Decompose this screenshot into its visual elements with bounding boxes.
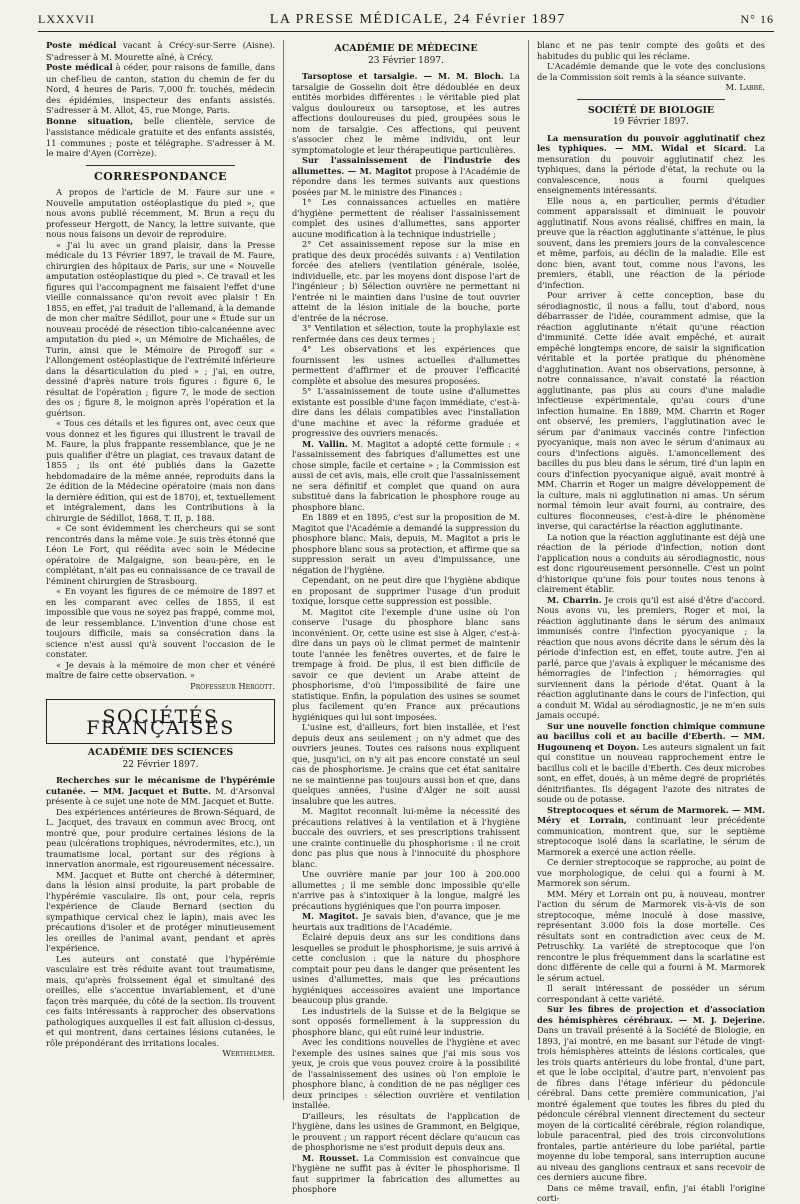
medecine-paragraph-text: M. Magitot a adopté cette formule : « l'assainissement des fabriques d'allumettes est une chose simple, facile et certaine » ; la Commission est aussi de cet avis, mais, elle croit que l'assainissement ne sera définitif et complet que quand on aura substitué dans la fabrication le phosphore rouge au phosphore blanc. <box>292 438 521 512</box>
medecine-paragraph <box>292 239 520 323</box>
societes-francaises-banner <box>46 699 275 744</box>
column-right <box>528 40 773 1203</box>
biologie-paragraph-text: Je crois qu'il est aisé d'être d'accord. Nous avons vu, les premiers, Roger et moi, la réaction agglutinante dans le sérum des animaux immunisés contre l'infection pyocyanique ; la réaction que nous avons décrite dans le sérum dès la période d'infection est, en effet, toute autre. J'en ai parlé, parce que j'avais à expliquer le mécanisme des hémorragies de l'infection ; hémorragies qui surviennent dans la période d'état. Quant à la réaction agglutinante dans le cours de l'infection, qui a conduit M. Widal au sérodiagnostic, je ne m'en suis jamais occupé. <box>537 594 765 720</box>
classified-ad-text: belle clientèle, service de l'assistance médicale gratuite et des enfants assistés, 11 communes ; poste et télégraphe. S'adresser à M. le maire d'Ayen (Corrèze). <box>46 115 275 158</box>
biologie-paragraph <box>537 805 765 858</box>
medecine-paragraph-text: propose à l'Académie de répondre dans les termes suivants aux questions posées par M. le ministre des Finances : <box>292 165 520 197</box>
correspondance-signature: Professeur Hergott. <box>190 680 275 691</box>
academie-medecine-title: ACADÉMIE DE MÉDECINE <box>334 43 478 54</box>
biologie-paragraph <box>537 1183 765 1204</box>
medecine-paragraph-text: M. Magitot cite l'exemple d'une usine où l'on conserve l'usage du phosphore blanc sans inconvénient. Or, cette usine est sise à Alger, c'est-à-dire dans un pays où le climat permet de maintenir toute l'année les fenêtres ouvertes, et de faire le trempage à froid. De plus, il est bien difficile de savoir ce que devient un Arabe atteint de phosphorisme, d'où l'impossibilité de faire une statistique. Enfin, la population des usines se soumet plus facilement qu'en France aux précautions hygiéniques qui lui sont imposées. <box>292 606 520 722</box>
medecine-paragraph <box>292 722 520 806</box>
medecine-paragraph-text: La Commission est convaincue que l'hygiène ne suffit pas à éviter le phosphorisme. Il faut supprimer la fabrication des allumettes au phosphore <box>292 1152 521 1194</box>
correspondance-title: CORRESPONDANCE <box>93 169 228 183</box>
medecine-paragraph-text: 5° L'assainissement de toute usine d'allumettes existante est possible d'une façon immédiate, c'est-à-dire dans les délais compatibles avec l'installation d'une machine et avec la réforme graduée et progressive des ouvriers menacés. <box>292 386 520 438</box>
medecine-paragraph <box>292 512 520 575</box>
sciences-signature: Werthelmer. <box>222 1048 275 1058</box>
biologie-paragraph-lead: Sur une nouvelle fonction chimique commune au bacillus coli et au bacille d'Eberth. — MM. Hugounenq et Doyon. <box>537 720 765 752</box>
medecine-paragraph-text: En 1889 et en 1895, c'est sur la proposition de M. Magitot que l'Académie a demandé la suppression du phosphore blanc. Mais, depuis, M. Magitot a pris le phosphore blanc sous sa protection, et affirme que sa suppression serait un aveu d'impuissance, une négation de l'hygiène. <box>292 512 520 575</box>
medecine-paragraph <box>292 323 520 344</box>
classified-ad-lead: Bonne situation, <box>46 116 134 127</box>
medecine-paragraph-text: Je savais bien, d'avance, que je me heurtais aux traditions de l'Académie. <box>292 911 520 932</box>
medecine-paragraph-text: 2° Cet assainissement repose sur la mise en pratique des deux procédés suivants : a) Ventilation forcée des ateliers (ventilation générale, isolée, individuelle, etc. par les moyens dont dispose l'art de l'ingénieur ; b) Sélection ouvrière ne permettant ni l'entrée ni le maintien dans l'usine de tout ouvrier atteint de la lésion initiale de la bouche, porte d'entrée de la nécrose. <box>292 239 520 323</box>
academie-medecine-date: 23 Février 1897. <box>368 55 444 66</box>
classified-ad-lead: Poste médical <box>46 63 113 73</box>
biologie-paragraph-text: La mensuration du pouvoir agglutinatif chez les typhiques, dans la période d'état, la rechute ou la convalescence, nous a fourni quelques enseignements intéressants. <box>537 143 766 195</box>
medecine-paragraph-lead: M. Vallin. <box>302 438 348 449</box>
correspondance-paragraph: « En voyant les figures de ce mémoire de 1897 et en les comparant avec celles de 1855, il est impossible que vous ne soyez pas frappé, comme moi, de leur ressemblance. L'invention d'une chose est toujours difficile, mais sa consécration dans la science n'est aussi qu'à souvent l'occasion de le constater. <box>46 586 275 659</box>
medecine-paragraph <box>292 1006 520 1038</box>
medecine-paragraph-text: La tarsalgie de Gosselin doit être dédoublée en deux entités morbides différentes : le véritable pied plat valgus douloureux ou tarsoptose, et les autres affections douloureuses du pied, groupées sous le nom de tarsalgie. Ces affections, qui peuvent s'associer chez le même individu, ont leur symptomatologie et leur thérapeutique particulières. <box>292 71 521 155</box>
biologie-paragraph <box>537 983 765 1004</box>
medecine-paragraph-lead: M. Rousset. <box>302 1152 359 1163</box>
biologie-paragraph-text: Dans un travail présenté à la Société de Biologie, en 1893, j'ai montré, en me basant sur l'étude de vingt-trois hémisphères atteints de lésions corticales, que les trois quarts antérieurs du lobe frontal, d'une part, et que le lobe occipital, d'autre part, n'envoient pas de fibres dans l'étage inférieur du pédoncule cérébral. Dans cette première communication, j'ai montré également que toutes les fibres du pied du pédoncule cérébral viennent directement du secteur moyen de la corticalité cérébrale, région rolandique, lobule paracentral, pied des trois circonvolutions frontales, partie antérieure du lobe pariétal, partie moyenne du lobe temporal, sans interruption aucune au niveau des ganglions centraux et sans recevoir de ces derniers aucune fibre. <box>537 1025 765 1182</box>
biologie-paragraph <box>537 857 765 889</box>
medecine-paragraph-text: 3° Ventilation et sélection, toute la prophylaxie est renfermée dans ces deux termes ; <box>292 323 520 344</box>
sciences-paragraph-text: Les auteurs ont constaté que l'hypérémie vasculaire est très réduite avant tout traumatisme, mais, qu'après froissement égal et simultané des oreilles, elle s'accentue invariablement, et d'une façon très marquée, du côté de la section. Ils trouvent ces faits intéressants à rapprocher des observations pathologiques auxquelles il est fait allusion ci-dessus, et qui montrent, dans certaines lésions cutanées, le rôle prépondérant des irritations locales. <box>46 953 275 1048</box>
sciences-paragraph <box>46 807 275 870</box>
medecine-paragraph <box>292 1111 520 1153</box>
sciences-paragraph-text: M. d'Arsonval présente à ce sujet une note de MM. Jacquet et Butte. <box>46 785 275 806</box>
medecine-paragraph <box>292 869 520 911</box>
sciences-paragraph-text: MM. Jacquet et Butte ont cherché à déterminer, dans la lésion ainsi produite, la part probable de l'hypérémie vasculaire. Ils ont, pour cela, repris l'expérience de Claude Bernard (section du sympathique cervical chez le lapin), mais avec les précautions d'isoler et de protéger minutieusement les oreilles de l'animal avant, pendant et après l'expérience. <box>46 869 275 953</box>
sciences-paragraph-lead: Recherches sur le mécanisme de l'hypérémie cutanée. — MM. Jacquet et Butte. <box>46 775 275 796</box>
societe-biologie-date: 19 Février 1897. <box>613 117 689 127</box>
page-number-roman: LXXXVII <box>38 12 95 26</box>
classified-ad-text: vacant à Crécy-sur-Serre (Aisne). S'adresser à M. Mourette aîné, à Crécy. <box>46 40 275 62</box>
medecine-paragraph-text: 4° Les observations et les expériences que fournissent les usines actuelles d'allumettes permettent d'affirmer et de prouver l'efficacité complète et absolue des mesures proposées. <box>292 344 520 386</box>
classified-ad <box>46 62 275 116</box>
classified-ad-lead: Poste médical <box>46 41 117 51</box>
column-left <box>38 40 283 1100</box>
biologie-paragraph <box>537 595 765 721</box>
medecine-paragraph-lead: Tarsoptose et tarsalgie. — M. M. Bloch. <box>302 71 504 81</box>
medecine-paragraph <box>292 71 520 155</box>
classified-ad <box>46 40 275 62</box>
biologie-paragraph-text: Pour arriver à cette conception, base du sérodiagnostic, il nous a fallu, tout d'abord, nous débarrasser de l'idée, couramment admise, que la réaction agglutinante n'était qu'une réaction d'immunité. Cette idée avait empêché, et aurait empêché longtemps encore, de saisir la signification véritable et la portée pratique du phénomène d'agglutination. Avant nos observations, personne, à notre connaissance, n'avait constaté la réaction agglutinante, pas plus au cours d'une maladie infectieuse expérimentale, qu'au cours d'une infection humaine. En 1889, MM. Charrin et Roger ont observé, les premiers, l'agglutination avec le sérum par d'animaux vaccinés contre l'infection pyocyanique, mais non avec le sérum d'animaux au cours d'infections aiguës. L'amoncellement des bacilles du pus bleu dans le sérum, tiré d'un lapin en cours d'infection pyocyanique aiguë, avait montré à MM. Charrin et Roger un maigre développement de la culture, mais ni agglutination ni amas. Un sérum normal témoin leur avait fourni, au contraire, des cultures floconneuses, c'est-à-dire le phénomène inverse, qui caractérise la réaction agglutinante. <box>537 290 765 531</box>
biologie-paragraph <box>537 889 765 984</box>
medecine-paragraph-text: Les industriels de la Suisse et de la Belgique se sont opposés formellement à la suppression du phosphore blanc, qui eût ruiné leur industrie. <box>292 1005 520 1037</box>
medecine-paragraph-text: Cependant, on ne peut dire que l'hygiène abdique en proposant de supprimer l'usage d'un produit toxique, lorsque cette suppression est possible. <box>292 575 520 606</box>
continued-text: blanc et ne pas tenir compte des goûts et des habitudes du public qui les réclame. <box>537 40 765 61</box>
sciences-paragraph <box>46 954 275 1049</box>
biologie-paragraph-text: Il serait intéressant de posséder un sérum correspondant à cette variété. <box>537 983 765 1004</box>
medecine-paragraph-text: 1° Les connaissances actuelles en matière d'hygiène permettent de réaliser l'assainissement complet des usines d'allumettes, sans apporter aucune modification à la technique industrielle ; <box>292 197 520 239</box>
medecine-paragraph <box>292 607 520 723</box>
academie-sciences-title: ACADÉMIE DES SCIENCES <box>87 747 234 758</box>
biologie-paragraph <box>537 290 765 532</box>
medecine-paragraph <box>292 575 520 607</box>
biologie-paragraph-lead: La mensuration du pouvoir agglutinatif chez les typhiques. — MM. Widal et Sicard. <box>537 132 765 153</box>
biologie-paragraph <box>537 721 765 805</box>
vote-signature: M. Labbé. <box>725 82 765 92</box>
biologie-paragraph-text: Ce dernier streptocoque se rapproche, au point de vue morphologique, de celui qui a fourni à M. Marmorek son sérum. <box>537 857 765 888</box>
biologie-paragraph-lead: Sur les fibres de projection et d'association des hémisphères cérébraux. — M. J. Dejerine. <box>537 1004 765 1025</box>
biologie-paragraph <box>537 133 765 196</box>
medecine-paragraph <box>292 344 520 386</box>
medecine-paragraph-lead: Sur l'assainissement de l'industrie des allumettes. — M. Magitot <box>292 155 520 176</box>
medecine-paragraph <box>292 1037 520 1111</box>
biologie-paragraph-text: Les auteurs signalent un fait qui constitue un nouveau rapprochement entre le bacillus coli et le bacille d'Eberth. Ces deux microbes sont, en effet, doués, à un même degré de propriétés dénitrifiantes. Ils dégagent l'azote des nitrates de soude ou de potasse. <box>537 741 765 804</box>
correspondance-paragraph: « Je devais à la mémoire de mon cher et vénéré maître de faire cette observation. » <box>46 659 275 680</box>
biologie-paragraph-text: La notion que la réaction agglutinante est déjà une réaction de la période d'infection, notion dont l'application nous a conduits au sérodiagnostic, nous est donc rigoureusement personnelle. C'est un point d'historique qu'une fois pour toutes nous tenons à clairement établir. <box>537 531 765 594</box>
correspondance-paragraph: « Tous ces détails et les figures ont, avec ceux que vous donnez et les figures qui illustrent le travail de M. Faure, la plus frappante ressemblance, que je ne puis qualifier d'être un plagiat, ces travaux datant de 1855 ; ils ont été publiés dans la Gazette hebdomadaire de la même année, reproduits dans la 2e édition de la Médecine opératoire (mais non dans la dernière édition, qui est de 1870), et, textuellement et intégralement, dans les Contributions à la chirurgie de Sédillot, 1868, T. II, p. 188. <box>46 418 275 523</box>
biologie-paragraph-text: Elle nous a, en particulier, permis d'étudier comment apparaissait et diminuait le pouvoir agglutinatif. Nous avons réalisé, chiffres en main, la preuve que la réaction agglutinante s'atténue, le plus souvent, dans les premiers jours de la convalescence et même, parfois, au déclin de la maladie. Elle est donc bien, avant tout, comme nous l'avons, les premiers, établi, une réaction de la période d'infection. <box>537 195 765 290</box>
biologie-paragraph <box>537 1004 765 1183</box>
biologie-paragraph <box>537 532 765 595</box>
biologie-paragraph-text: continuant leur précédente communication, montrent que, sur le septième streptocoque isolé dans la scarlatine, le sérum de Marmorek a exercé une action réelle. <box>537 815 765 857</box>
medecine-paragraph-text: M. Magitot reconnaît lui-même la nécessité des précautions relatives à la ventilation et à l'hygiène buccale des ouvriers, et ses prescriptions trahissent une crainte continuelle du phosphorisme : il ne croit donc pas plus que nous à l'innocuité du phosphore blanc. <box>292 806 520 869</box>
medecine-paragraph <box>292 439 520 513</box>
medecine-paragraph-text: Une ouvrière manie par jour 100 à 200.000 allumettes ; il me semble donc impossible qu'elle n'arrive pas à s'intoxiquer à la longue, malgré les précautions hygiéniques que l'on pourra imposer. <box>292 869 520 911</box>
medecine-paragraph-text: Avec les conditions nouvelles de l'hygiène et avec l'exemple des usines saines que j'ai mis sous vos yeux, je crois que vous pouvez croire à la possibilité de l'assainissement des usines où l'on emploie le phosphore blanc, à condition de ne pas négliger ces deux principes : sélection ouvrière et ventilation installée. <box>292 1037 520 1110</box>
classified-ad <box>46 116 275 159</box>
biologie-paragraph <box>537 196 765 291</box>
correspondance-paragraph: « J'ai lu avec un grand plaisir, dans la Presse médicale du 13 Février 1897, le travail de M. Faure, chirurgien des hôpitaux de Paris, sur une « Nouvelle amputation ostéoplastique du pied ». Ce travail et les figures qui l'accompagnent me faisaient l'effet d'une vieille connaissance qu'on revoit avec plaisir ! En 1855, en effet, j'ai traduit de l'allemand, à la demande de mon cher maître Sédillot, pour une « Étude sur un nouveau procédé de résection tibio-calcanéenne avec amputation du pied », un Mémoire de Michaëles, de Turin, ainsi que le Mémoire de Pirogoff sur « l'Allongement ostéoplastique de l'extrémité inférieure dans la désarticulation du pied » ; j'ai, en outre, dessiné d'après nature trois figures : figure 6, le résultat de l'opération ; figure 7, le mode de section des os ; figure 8, le moignon après l'opération et la guérison. <box>46 239 275 418</box>
medecine-paragraph-lead: M. Magitot. <box>302 911 359 921</box>
medecine-paragraph <box>292 932 520 1006</box>
correspondance-paragraph: « Ce sont évidemment les chercheurs qui se sont rencontrés dans la même voie. Je suis très étonné que Léon Le Fort, qui réédita avec soin le Médecine opératoire de Malgaigne, son beau-père, en le complétant, n'ait pas eu connaissance de ce travail de l'éminent chirurgien de Strasbourg. <box>46 523 275 586</box>
medecine-paragraph <box>292 386 520 439</box>
medecine-paragraph <box>292 806 520 869</box>
sciences-paragraph <box>46 775 275 807</box>
medecine-paragraph <box>292 197 520 239</box>
academie-sciences-date: 22 Février 1897. <box>122 759 199 770</box>
column-middle <box>283 40 528 1194</box>
sciences-paragraph-text: Des expériences antérieures de Brown-Séquard, de L. Jacquet, des travaux en commun avec Brocq, ont montré que, pour produire certaines lésions de la peau (ulcérations trophiques, névrodermites, etc.), un traumatisme local, portant sur des régions à innervation anormale, est rigoureusement nécessaire. <box>46 806 275 869</box>
biologie-paragraph-lead: M. Charrin. <box>547 594 602 605</box>
biologie-paragraph-text: MM. Méry et Lorrain ont pu, à nouveau, montrer l'action du sérum de Marmorek vis-à-vis de son streptocoque, même inoculé à dose massive, représentant 3.000 fois la dose mortelle. Ces résultats sont en contradiction avec ceux de M. Petruschky. La variété de streptocoque que l'on rencontre le plus fréquemment dans la scarlatine est donc différente de celle qui a fourni à M. Marmorek le sérum actuel. <box>537 888 765 983</box>
medecine-paragraph <box>292 1153 520 1195</box>
sciences-paragraph <box>46 870 275 954</box>
running-head <box>38 12 774 32</box>
correspondance-paragraph: A propos de l'article de M. Faure sur une « Nouvelle amputation ostéoplastique du pied », que nous avons publié récemment, M. Brun a reçu du professeur Hergott, de Nancy, la lettre suivante, que nous nous faisons un devoir de reproduire. <box>46 187 275 239</box>
medecine-paragraph-text: Éclairé depuis deux ans sur les conditions dans lesquelles se produit le phosphorisme, je suis arrivé à cette conclusion : que la nature du phosphore comptait pour peu dans le danger que présentent les usines d'allumettes, mais que les précautions hygiéniques accessoires avaient une importance beaucoup plus grande. <box>292 932 520 1005</box>
societe-biologie-title: SOCIÉTÉ DE BIOLOGIE <box>587 104 715 116</box>
medecine-paragraph <box>292 911 520 932</box>
issue-number: N° 16 <box>740 12 774 26</box>
biologie-paragraph-lead: Streptocoques et sérum de Marmorek. — MM. Méry et Lorrain, <box>537 804 765 825</box>
biologie-paragraph-text: Dans ce même travail, enfin, j'ai établi l'origine corti- <box>537 1182 765 1203</box>
journal-title: LA PRESSE MÉDICALE, 24 Février 1897 <box>269 12 566 27</box>
classified-ad-text: à céder, pour raisons de famille, dans un chef-lieu de canton, station du chemin de fer du Nord, 4 heures de Paris. 7,000 fr. touchés, médecin des épidémies, inspecteur des enfants assistés. S'adresser à M. Allot, 45, rue Monge, Paris. <box>46 62 276 115</box>
medecine-paragraph-text: L'usine est, d'ailleurs, fort bien installée, et l'est depuis deux ans seulement ; on n'y admet que des ouvriers jeunes. Toutes ces raisons nous expliquent que, jusqu'ici, on n'y ait pas encore constaté un seul cas de phosphorisme. Je crains que cet état sanitaire ne se maintienne pas toujours aussi bon et que, dans quelques années, l'usine d'Alger ne soit aussi insalubre que les autres. <box>292 722 520 806</box>
vote-text: L'Académie demande que le vote des conclusions de la Commission soit remis à la séance suivante. <box>537 61 765 82</box>
medecine-paragraph <box>292 155 520 197</box>
societes-francaises-title: SOCIÉTÉS FRANÇAISES <box>86 706 235 739</box>
medecine-paragraph-text: D'ailleurs, les résultats de l'application de l'hygiène, dans les usines de Grammont, en Belgique, le prouvent ; un rapport récent déclare qu'aucun cas de phosphorisme ne s'est produit depuis deux ans. <box>292 1110 520 1152</box>
